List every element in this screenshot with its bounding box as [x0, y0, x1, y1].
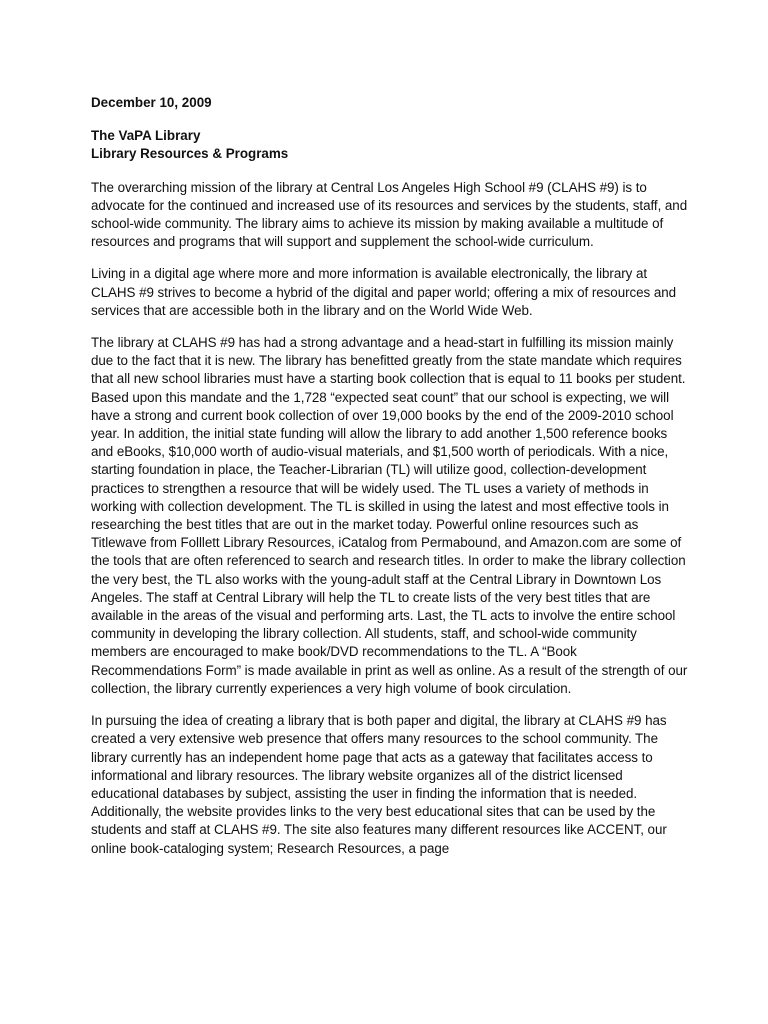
document-subtitle: Library Resources & Programs — [91, 146, 289, 162]
body-paragraph-web-presence: In pursuing the idea of creating a library that is both paper and digital, the library at CLAHS #9 has created a very extensive web presence that offers many resources to the school community. The library currently has an independent home page that acts as a gateway that facilitates access to informational and library resources. The library website organizes all of the district licensed educational databases by subject, assisting the user in finding the information that is needed. Additionally, the website provides links to the very best educational sites that can be used by the students and staff at CLAHS #9. The site also features many different resources like ACCENT, our online book-cataloging system; Research Resources, a page — [91, 713, 667, 856]
body-paragraph-collection: The library at CLAHS #9 has had a strong advantage and a head-start in fulfilling its mission mainly due to the fact that it is new. The library has benefitted greatly from the state mandate which requires that all new school libraries must have a starting book collection that is equal to 11 books per student. Based upon this mandate and the 1,728 “expected seat count” that our school is expecting, we will have a strong and current book collection of over 19,000 books by the end of the 2009-2010 school year. In addition, the initial state funding will allow the library to add another 1,500 reference books and eBooks, $10,000 worth of audio-visual materials, and $1,500 worth of periodicals. With a nice, starting foundation in place, the Teacher-Librarian (TL) will utilize good, collection-development practices to strengthen a resource that will be widely used. The TL uses a variety of methods in working with collection development. The TL is skilled in using the latest and most effective tools in researching the best titles that are out in the market today. Powerful online resources such as Titlewave from Folllett Library Resources, iCatalog from Permabound, and Amazon.com are some of the tools that are often referenced to search and research titles. In order to make the library collection the very best, the TL also works with the young-adult staff at the Central Library in Downtown Los Angeles. The staff at Central Library will help the TL to create lists of the very best titles that are available in the areas of the visual and performing arts. Last, the TL acts to involve the entire school community in developing the library collection. All students, staff, and school-wide community members are encouraged to make book/DVD recommendations to the TL. A “Book Recommendations Form” is made available in print as well as online. As a result of the strength of our collection, the library currently experiences a very high volume of book circulation. — [91, 335, 688, 696]
body-paragraph-mission: The overarching mission of the library at Central Los Angeles High School #9 (CLAHS #9) is to advocate for the continued and increased use of its resources and services by the students, staff, and school-wide community. The library aims to achieve its mission by making available a multitude of resources and programs that will support and supplement the school-wide curriculum. — [91, 179, 688, 250]
body-paragraph-digital-age: Living in a digital age where more and more information is available electronically, the library at CLAHS #9 strives to become a hybrid of the digital and paper world; offering a mix of resources and services that are accessible both in the library and on the World Wide Web. — [91, 266, 677, 318]
document-date: December 10, 2009 — [91, 95, 212, 110]
document-page — [91, 94, 691, 872]
document-title: The VaPA Library — [91, 128, 201, 144]
document-heading — [91, 127, 691, 163]
